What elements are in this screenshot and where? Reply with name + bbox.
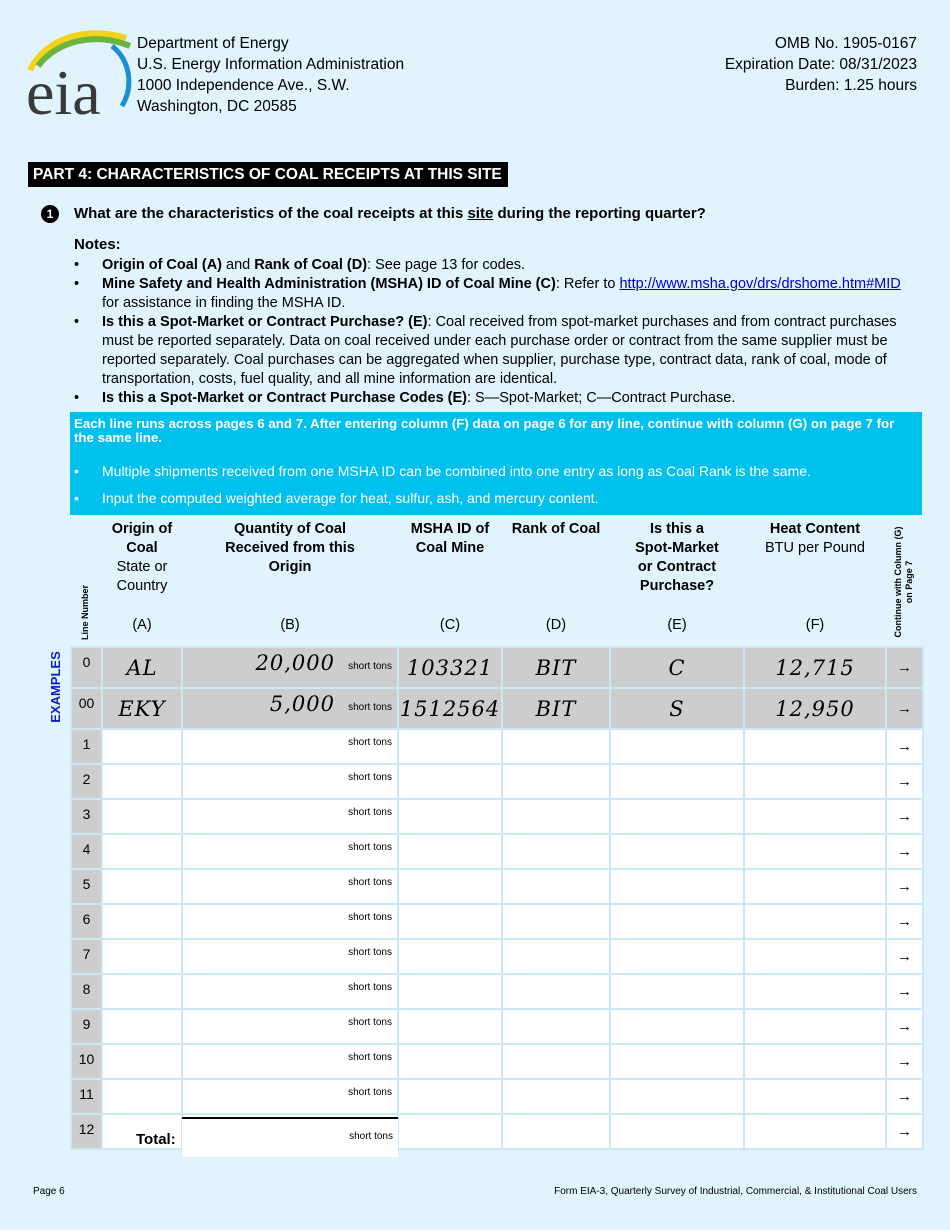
note-item: • Mine Safety and Health Administration (MSHA) ID of Coal Mine (C): Refer to http://www.msha.gov/drs/drshome.htm#MID for assistance in finding the MSHA ID. bbox=[74, 275, 919, 313]
rank-input[interactable] bbox=[502, 974, 610, 1009]
table-row bbox=[71, 1009, 923, 1044]
msha-input[interactable] bbox=[398, 869, 502, 904]
arrow-right-icon: → bbox=[886, 799, 923, 834]
banner-lead: Each line runs across pages 6 and 7. After entering column (F) data on page 6 for any line, continue with column (G) on page 7 for the same line. bbox=[74, 416, 895, 445]
rank-input[interactable] bbox=[502, 1079, 610, 1114]
unit-label: short tons bbox=[348, 877, 392, 888]
origin-input[interactable] bbox=[102, 729, 182, 764]
quantity-cell bbox=[182, 647, 398, 688]
msha-input[interactable] bbox=[398, 939, 502, 974]
table-row bbox=[71, 799, 923, 834]
heat-input[interactable] bbox=[744, 904, 886, 939]
quantity-input[interactable] bbox=[182, 1079, 398, 1114]
omb-info bbox=[725, 33, 917, 96]
origin-input[interactable] bbox=[102, 939, 182, 974]
heat-cell: 12,715 bbox=[744, 647, 886, 688]
expiration-date: Expiration Date: 08/31/2023 bbox=[724, 56, 917, 73]
total-unit: short tons bbox=[349, 1131, 393, 1142]
msha-link[interactable]: http://www.msha.gov/drs/drshome.htm#MID bbox=[619, 276, 901, 292]
arrow-right-icon: → bbox=[886, 647, 923, 688]
quantity-input[interactable] bbox=[182, 1044, 398, 1079]
rank-input[interactable] bbox=[502, 939, 610, 974]
table-row bbox=[71, 834, 923, 869]
rank-input[interactable] bbox=[502, 799, 610, 834]
line-number: 8 bbox=[71, 974, 102, 1009]
msha-input[interactable] bbox=[398, 1009, 502, 1044]
msha-input[interactable] bbox=[398, 1079, 502, 1114]
unit-label: short tons bbox=[348, 1087, 392, 1098]
arrow-right-icon: → bbox=[886, 1114, 923, 1149]
rank-cell: BIT bbox=[502, 647, 610, 688]
line-number: 2 bbox=[71, 764, 102, 799]
purchase-input[interactable] bbox=[610, 764, 744, 799]
line-number: 7 bbox=[71, 939, 102, 974]
eia-logo bbox=[26, 26, 136, 118]
origin-cell: AL bbox=[102, 647, 182, 688]
quantity-input[interactable] bbox=[182, 869, 398, 904]
arrow-right-icon: → bbox=[886, 1044, 923, 1079]
arrow-right-icon: → bbox=[886, 974, 923, 1009]
quantity-input[interactable] bbox=[182, 1009, 398, 1044]
examples-label: EXAMPLES bbox=[48, 651, 63, 723]
rank-input[interactable] bbox=[502, 1009, 610, 1044]
purchase-input[interactable] bbox=[610, 1009, 744, 1044]
example-row bbox=[71, 688, 923, 729]
quantity-input[interactable] bbox=[182, 974, 398, 1009]
quantity-input[interactable] bbox=[182, 834, 398, 869]
arrow-right-icon: → bbox=[886, 904, 923, 939]
heat-input[interactable] bbox=[744, 1044, 886, 1079]
line-number: 10 bbox=[71, 1044, 102, 1079]
arrow-right-icon: → bbox=[886, 869, 923, 904]
purchase-input[interactable] bbox=[610, 939, 744, 974]
table-row bbox=[71, 1044, 923, 1079]
origin-input[interactable] bbox=[102, 1009, 182, 1044]
heat-input[interactable] bbox=[744, 974, 886, 1009]
purchase-cell: S bbox=[610, 688, 744, 729]
notes-heading: Notes: bbox=[74, 236, 121, 253]
line-number: 0 bbox=[71, 647, 102, 688]
purchase-input[interactable] bbox=[610, 1044, 744, 1079]
note-item: • Origin of Coal (A) and Rank of Coal (D): See page 13 for codes. bbox=[74, 256, 919, 275]
question-before: What are the characteristics of the coal receipts at this bbox=[74, 205, 468, 222]
col-d-header: Rank of Coal (D) bbox=[511, 521, 601, 633]
msha-cell: 103321 bbox=[398, 647, 502, 688]
rank-input[interactable] bbox=[502, 1114, 610, 1149]
org-line: U.S. Energy Information Administration bbox=[137, 56, 405, 73]
msha-input[interactable] bbox=[398, 729, 502, 764]
org-line: Department of Energy bbox=[137, 35, 289, 52]
origin-input[interactable] bbox=[102, 799, 182, 834]
line-number: 4 bbox=[71, 834, 102, 869]
unit-label: short tons bbox=[348, 947, 392, 958]
note-item: • Is this a Spot-Market or Contract Purchase? (E): Coal received from spot-market purchases and from contract purchases must be reported separately. Data on coal received under each purchase order or contract from the same supplier must be reported separately. Coal purchases can be aggregated when supplier, purchase type, contract data, rank of coal, mode of transportation, costs, fuel quality, and all mine information are identical. bbox=[74, 313, 919, 389]
arrow-right-icon: → bbox=[886, 1009, 923, 1044]
msha-cell: 1512564 bbox=[398, 688, 502, 729]
question-number: 1 bbox=[41, 205, 59, 223]
unit-label: short tons bbox=[348, 807, 392, 818]
banner-item: • Multiple shipments received from one MSHA ID can be combined into one entry as long as Coal Rank is the same. bbox=[74, 458, 811, 485]
line-number: 00 bbox=[71, 688, 102, 729]
heat-input[interactable] bbox=[744, 1114, 886, 1149]
purchase-input[interactable] bbox=[610, 729, 744, 764]
quantity-value: 5,000 bbox=[269, 692, 335, 716]
heat-input[interactable] bbox=[744, 834, 886, 869]
heat-input[interactable] bbox=[744, 799, 886, 834]
msha-input[interactable] bbox=[398, 1114, 502, 1149]
line-number: 12 bbox=[71, 1114, 102, 1149]
question-after: during the reporting quarter? bbox=[493, 205, 706, 222]
org-line: 1000 Independence Ave., S.W. bbox=[137, 77, 350, 94]
coal-receipts-table bbox=[70, 516, 924, 1150]
unit-label: short tons bbox=[348, 1017, 392, 1028]
purchase-input[interactable] bbox=[610, 834, 744, 869]
line-number: 1 bbox=[71, 729, 102, 764]
heat-input[interactable] bbox=[744, 729, 886, 764]
purchase-input[interactable] bbox=[610, 974, 744, 1009]
purchase-input[interactable] bbox=[610, 869, 744, 904]
table-row bbox=[71, 904, 923, 939]
question-text bbox=[74, 205, 706, 222]
origin-input[interactable] bbox=[102, 1044, 182, 1079]
unit-label: short tons bbox=[348, 982, 392, 993]
unit-label: short tons bbox=[348, 702, 392, 713]
unit-label: short tons bbox=[348, 1052, 392, 1063]
arrow-right-icon: → bbox=[886, 834, 923, 869]
arrow-right-icon: → bbox=[886, 764, 923, 799]
quantity-input[interactable] bbox=[182, 939, 398, 974]
msha-input[interactable] bbox=[398, 904, 502, 939]
logo-text: eia bbox=[26, 57, 101, 118]
heat-input[interactable] bbox=[744, 1009, 886, 1044]
quantity-input[interactable] bbox=[182, 764, 398, 799]
quantity-cell bbox=[182, 688, 398, 729]
total-quantity-field[interactable] bbox=[182, 1117, 398, 1157]
col-b-header: Quantity of Coal Received from this Origin (B) bbox=[225, 521, 355, 633]
continue-header: Continue with Column (G) on Page 7 bbox=[893, 526, 914, 638]
heat-input[interactable] bbox=[744, 1079, 886, 1114]
origin-input[interactable] bbox=[102, 904, 182, 939]
note-item: • Is this a Spot-Market or Contract Purchase Codes (E): S—Spot-Market; C—Contract Purchase. bbox=[74, 389, 919, 408]
banner-list bbox=[74, 458, 811, 512]
unit-label: short tons bbox=[348, 842, 392, 853]
heat-input[interactable] bbox=[744, 764, 886, 799]
agency-address bbox=[137, 33, 404, 117]
line-number-header: Line Number bbox=[80, 584, 90, 640]
quantity-input[interactable] bbox=[182, 729, 398, 764]
arrow-right-icon: → bbox=[886, 1079, 923, 1114]
quantity-input[interactable] bbox=[182, 799, 398, 834]
table-row bbox=[71, 729, 923, 764]
instructions-banner bbox=[70, 412, 922, 515]
col-a-header: Origin of Coal State or Country (A) bbox=[111, 521, 173, 633]
heat-input[interactable] bbox=[744, 869, 886, 904]
heat-cell: 12,950 bbox=[744, 688, 886, 729]
msha-input[interactable] bbox=[398, 764, 502, 799]
col-f-header: Heat Content BTU per Pound (F) bbox=[765, 521, 865, 633]
table-row bbox=[71, 939, 923, 974]
msha-input[interactable] bbox=[398, 974, 502, 1009]
origin-input[interactable] bbox=[102, 764, 182, 799]
col-c-header: MSHA ID of Coal Mine (C) bbox=[410, 521, 490, 633]
msha-input[interactable] bbox=[398, 834, 502, 869]
table-row bbox=[71, 974, 923, 1009]
omb-number: OMB No. 1905-0167 bbox=[774, 35, 917, 52]
quantity-value: 20,000 bbox=[255, 651, 335, 675]
heat-input[interactable] bbox=[744, 939, 886, 974]
origin-input[interactable] bbox=[102, 869, 182, 904]
arrow-right-icon: → bbox=[886, 729, 923, 764]
arrow-right-icon: → bbox=[886, 939, 923, 974]
burden: Burden: 1.25 hours bbox=[785, 77, 917, 94]
unit-label: short tons bbox=[348, 772, 392, 783]
org-line: Washington, DC 20585 bbox=[137, 98, 297, 115]
purchase-input[interactable] bbox=[610, 1114, 744, 1149]
rank-input[interactable] bbox=[502, 729, 610, 764]
col-e-header: Is this a Spot-Market or Contract Purchase? (E) bbox=[635, 521, 719, 633]
unit-label: short tons bbox=[348, 737, 392, 748]
banner-item: • Input the computed weighted average for heat, sulfur, ash, and mercury content. bbox=[74, 485, 811, 512]
origin-input[interactable] bbox=[102, 1079, 182, 1114]
table-row bbox=[71, 764, 923, 799]
msha-input[interactable] bbox=[398, 1044, 502, 1079]
example-row bbox=[71, 647, 923, 688]
origin-input[interactable] bbox=[102, 834, 182, 869]
purchase-input[interactable] bbox=[610, 1079, 744, 1114]
rank-cell: BIT bbox=[502, 688, 610, 729]
rank-input[interactable] bbox=[502, 834, 610, 869]
arrow-right-icon: → bbox=[886, 688, 923, 729]
msha-input[interactable] bbox=[398, 799, 502, 834]
line-number: 3 bbox=[71, 799, 102, 834]
purchase-input[interactable] bbox=[610, 904, 744, 939]
rank-input[interactable] bbox=[502, 764, 610, 799]
unit-label: short tons bbox=[348, 912, 392, 923]
rank-input[interactable] bbox=[502, 869, 610, 904]
line-number: 6 bbox=[71, 904, 102, 939]
purchase-input[interactable] bbox=[610, 799, 744, 834]
line-number: 11 bbox=[71, 1079, 102, 1114]
part-title: PART 4: CHARACTERISTICS OF COAL RECEIPTS AT THIS SITE bbox=[28, 162, 508, 187]
rank-input[interactable] bbox=[502, 904, 610, 939]
line-number: 5 bbox=[71, 869, 102, 904]
form-name: Form EIA-3, Quarterly Survey of Industrial, Commercial, & Institutional Coal Users bbox=[554, 1186, 917, 1197]
notes-list bbox=[74, 256, 919, 408]
table-row bbox=[71, 1079, 923, 1114]
quantity-input[interactable] bbox=[182, 904, 398, 939]
total-label: Total: bbox=[136, 1131, 176, 1148]
question-underlined: site bbox=[467, 205, 494, 222]
table-row bbox=[71, 869, 923, 904]
origin-cell: EKY bbox=[102, 688, 182, 729]
rank-input[interactable] bbox=[502, 1044, 610, 1079]
origin-input[interactable] bbox=[102, 974, 182, 1009]
line-number: 9 bbox=[71, 1009, 102, 1044]
purchase-cell: C bbox=[610, 647, 744, 688]
unit-label: short tons bbox=[348, 661, 392, 672]
page-number: Page 6 bbox=[33, 1186, 65, 1197]
